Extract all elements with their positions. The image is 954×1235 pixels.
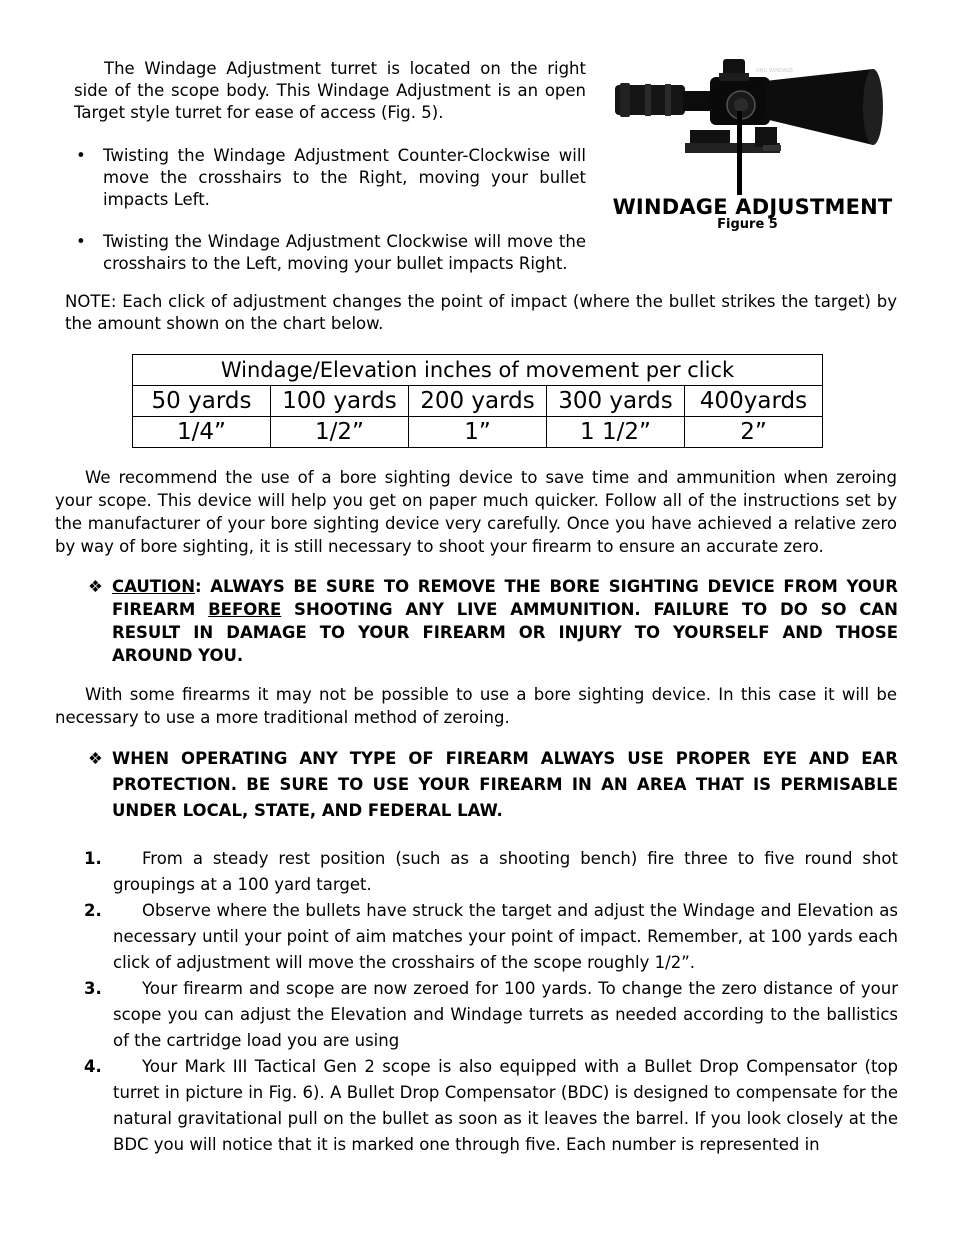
bullet-text: Twisting the Windage Adjustment Clockwise will move the crosshairs to the Left, moving your bullet impacts Right. (103, 232, 586, 273)
note-paragraph: NOTE: Each click of adjustment changes the point of impact (where the bullet strikes the target) by the amount shown on the chart below. (65, 292, 897, 333)
figure-5 (605, 55, 900, 240)
list-item (84, 1054, 898, 1158)
table-header-cell: 50 yards (133, 386, 271, 417)
table-header-cell: 200 yards (409, 386, 547, 417)
table-cell: 1 1/2” (547, 417, 685, 448)
table-cell: 2” (685, 417, 823, 448)
table-header-row (133, 386, 823, 417)
turret-marking: UNG WINDAGE (756, 68, 794, 74)
intro-paragraph: The Windage Adjustment turret is located on the right side of the scope body. This Windage Adjustment is an open Target style turret for ease of access (Fig. 5). (74, 59, 586, 122)
bullet-marker: • (76, 232, 86, 251)
list-item (84, 846, 898, 898)
list-item (84, 976, 898, 1054)
figure-caption: Figure 5 (717, 217, 778, 232)
caution-text-a: : ALWAYS BE SURE TO REMOVE THE BORE SIGHTING DEVICE FROM YOUR FIREARM (112, 577, 898, 619)
table-header-cell: 100 yards (271, 386, 409, 417)
step-text: Your firearm and scope are now zeroed for 100 yards. To change the zero distance of your scope you can adjust the Elevation and Windage turrets as needed according to the ballistics of the cartridge load you are using (113, 979, 898, 1050)
table-cell: 1/2” (271, 417, 409, 448)
scope-illustration (605, 55, 900, 195)
warning-row (88, 746, 898, 824)
caution-row (88, 575, 898, 667)
intro-section (74, 58, 586, 124)
step-text: From a steady rest position (such as a shooting bench) fire three to five round shot groupings at a 100 yard target. (113, 849, 898, 894)
caution-label: CAUTION (112, 577, 195, 596)
step-number: 4. (84, 1057, 102, 1076)
table-header-cell: 400yards (685, 386, 823, 417)
table-header-cell: 300 yards (547, 386, 685, 417)
diamond-bullet-icon: ❖ (88, 577, 103, 596)
diamond-bullet-icon: ❖ (88, 749, 103, 768)
step-text: Your Mark III Tactical Gen 2 scope is also equipped with a Bullet Drop Compensator (top turret in picture in Fig. 6). A Bullet Drop Compensator (BDC) is designed to compensate for the natural gravitational pull on the bullet as soon as it leaves the barrel. If you look closely at the BDC you will notice that it is marked one through five. Each number is represented in (113, 1057, 898, 1154)
traditional-method-paragraph: With some firearms it may not be possible to use a bore sighting device. In this case it will be necessary to use a more traditional method of zeroing. (55, 685, 897, 727)
table-cell: 1” (409, 417, 547, 448)
windage-bullet-list (74, 145, 586, 295)
table-row (133, 417, 823, 448)
table-title: Windage/Elevation inches of movement per click (133, 355, 823, 386)
step-text: Observe where the bullets have struck the target and adjust the Windage and Elevation as necessary until your point of aim matches your point of impact. Remember, at 100 yards each click of adjustment will move the crosshairs of the scope roughly 1/2”. (113, 901, 898, 972)
list-item (74, 231, 586, 275)
figure-label: WINDAGE ADJUSTMENT (612, 195, 893, 219)
caution-emphasis: BEFORE (208, 600, 282, 619)
bore-sighting-paragraph: We recommend the use of a bore sighting device to save time and ammunition when zeroing your scope. This device will help you get on paper much quicker. Follow all of the instructions set by the manufacturer of your bore sighting device very carefully. Once you have achieved a relative zero by way of bore sighting, it is still necessary to shoot your firearm to ensure an accurate zero. (55, 468, 897, 556)
step-number: 2. (84, 901, 102, 920)
step-number: 1. (84, 849, 102, 868)
list-item (74, 145, 586, 211)
warning-text: WHEN OPERATING ANY TYPE OF FIREARM ALWAYS USE PROPER EYE AND EAR PROTECTION. BE SURE TO USE YOUR FIREARM IN AN AREA THAT IS PERMISABLE UNDER LOCAL, STATE, AND FEDERAL LAW. (112, 749, 898, 820)
list-item (84, 898, 898, 976)
movement-per-click-table (132, 354, 823, 448)
bore-sighting-section (55, 466, 897, 558)
zeroing-steps-list (84, 846, 898, 1158)
table-title-row (133, 355, 823, 386)
bullet-text: Twisting the Windage Adjustment Counter-Clockwise will move the crosshairs to the Right, moving your bullet impacts Left. (103, 146, 586, 209)
traditional-method-section (55, 683, 897, 729)
caution-text-b: SHOOTING ANY LIVE AMMUNITION. FAILURE TO DO SO CAN RESULT IN DAMAGE TO YOUR FIREARM OR INJURY TO YOURSELF AND THOSE AROUND YOU. (112, 600, 898, 665)
safety-warning (88, 746, 898, 824)
step-number: 3. (84, 979, 102, 998)
table-cell: 1/4” (133, 417, 271, 448)
caution-notice (88, 575, 898, 667)
bullet-marker: • (76, 146, 86, 165)
